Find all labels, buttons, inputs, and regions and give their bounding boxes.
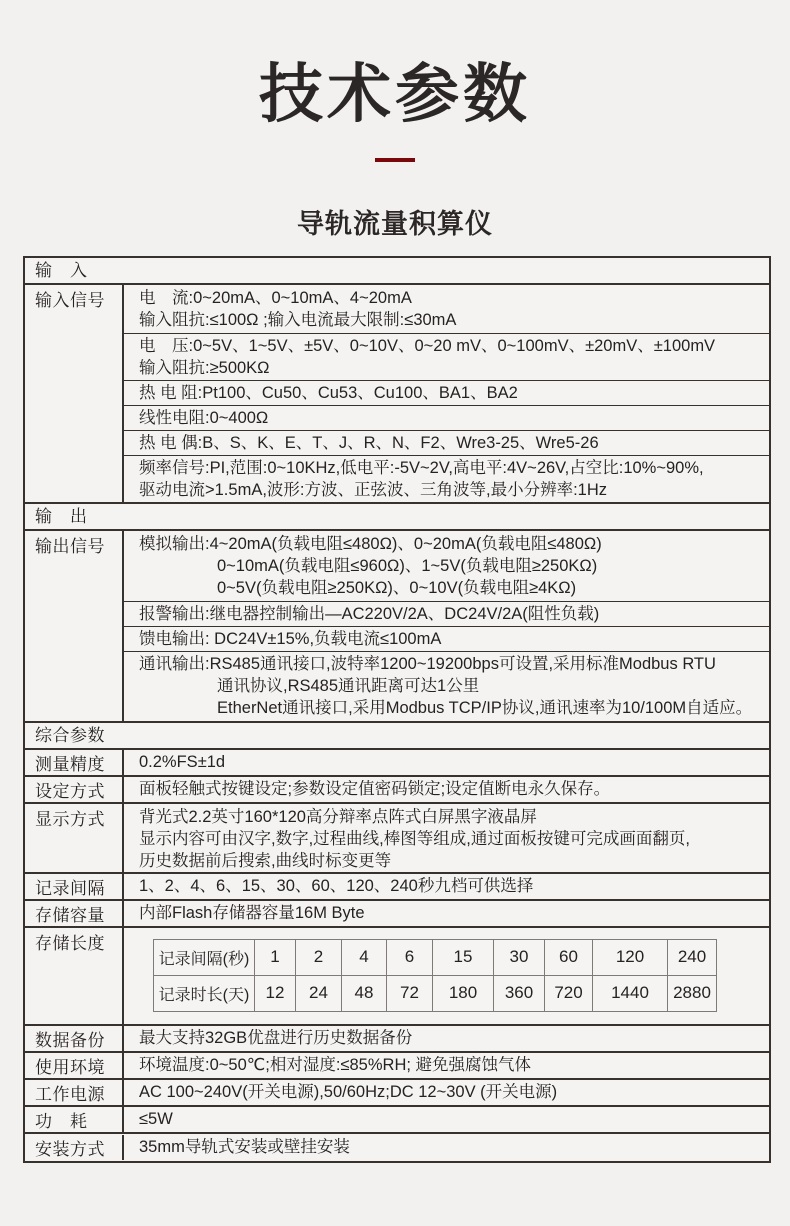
row-value: 内部Flash存储器容量16M Byte xyxy=(139,904,365,923)
nested-cell: 48 xyxy=(342,975,387,1011)
row-content xyxy=(124,804,769,872)
row-power-consumption xyxy=(25,1105,769,1132)
row-content xyxy=(124,285,769,502)
row-value: 环境温度:0~50℃;相对湿度:≤85%RH; 避免强腐蚀气体 xyxy=(139,1056,532,1075)
spec-line: 输入阻抗:≤100Ω ;输入电流最大限制:≤30mA xyxy=(139,310,457,329)
nested-cell: 2 xyxy=(296,939,342,975)
nested-cell: 720 xyxy=(545,975,593,1011)
nested-header: 记录间隔(秒) xyxy=(154,939,255,975)
nested-cell: 12 xyxy=(255,975,296,1011)
row-setting-method xyxy=(25,775,769,802)
subrow-rtd xyxy=(124,380,769,405)
storage-length-table xyxy=(153,939,717,1012)
row-label: 数据备份 xyxy=(25,1026,124,1051)
row-label: 记录间隔 xyxy=(25,874,124,899)
row-label: 使用环境 xyxy=(25,1053,124,1078)
row-label: 工作电源 xyxy=(25,1080,124,1105)
section-label: 输 入 xyxy=(35,260,88,280)
nested-cell: 4 xyxy=(342,939,387,975)
nested-cell: 180 xyxy=(433,975,494,1011)
nested-cell: 240 xyxy=(668,939,717,975)
subrow-communication-output xyxy=(124,651,769,721)
row-label: 显示方式 xyxy=(25,804,124,872)
spec-line: 通讯协议,RS485通讯距离可达1公里 xyxy=(217,677,480,696)
spec-line: 线性电阻:0~400Ω xyxy=(139,408,269,427)
spec-line: 电 压:0~5V、1~5V、±5V、0~10V、0~20 mV、0~100mV、±20mV、±100mV xyxy=(139,336,716,355)
spec-line: 热 电 偶:B、S、K、E、T、J、R、N、F2、Wre3-25、Wre5-26 xyxy=(139,433,599,452)
row-value: 1、2、4、6、15、30、60、120、240秒九档可供选择 xyxy=(139,877,534,896)
spec-line: 频率信号:PI,范围:0~10KHz,低电平:-5V~2V,高电平:4V~26V,占空比:10%~90%, xyxy=(139,458,704,477)
row-label: 设定方式 xyxy=(25,777,124,802)
row-value: 最大支持32GB优盘进行历史数据备份 xyxy=(139,1029,413,1048)
spec-line: 热 电 阻:Pt100、Cu50、Cu53、Cu100、BA1、BA2 xyxy=(139,383,518,402)
spec-line: 驱动电流>1.5mA,波形:方波、正弦波、三角波等,最小分辨率:1Hz xyxy=(139,480,608,499)
nested-cell: 60 xyxy=(545,939,593,975)
spec-line: 电 流:0~20mA、0~10mA、4~20mA xyxy=(139,288,412,307)
section-label: 输 出 xyxy=(35,506,88,526)
row-content xyxy=(124,928,769,1024)
row-label: 安装方式 xyxy=(25,1135,124,1160)
nested-cell: 360 xyxy=(494,975,545,1011)
spec-line: 馈电输出: DC24V±15%,负载电流≤100mA xyxy=(139,629,442,648)
spec-line: EtherNet通讯接口,采用Modbus TCP/IP协议,通讯速率为10/100M自适应。 xyxy=(217,699,753,718)
row-storage-capacity xyxy=(25,899,769,926)
spec-table xyxy=(23,256,771,1163)
row-power-supply xyxy=(25,1078,769,1105)
row-label: 存储长度 xyxy=(25,928,124,1024)
nested-cell: 30 xyxy=(494,939,545,975)
row-value: AC 100~240V(开关电源),50/60Hz;DC 12~30V (开关电源) xyxy=(139,1083,558,1102)
row-value: 面板轻触式按键设定;参数设定值密码锁定;设定值断电永久保存。 xyxy=(139,780,611,799)
subrow-voltage xyxy=(124,333,769,380)
nested-cell: 120 xyxy=(593,939,668,975)
subrow-thermocouple xyxy=(124,430,769,455)
spec-line: 通讯输出:RS485通讯接口,波特率1200~19200bps可设置,采用标准Modbus RTU xyxy=(139,655,716,674)
row-value: 0.2%FS±1d xyxy=(139,753,226,772)
row-content xyxy=(124,531,769,721)
row-measurement-accuracy xyxy=(25,748,769,775)
subrow-analog-output xyxy=(124,531,769,601)
spec-line: 历史数据前后搜索,曲线时标变更等 xyxy=(139,851,392,870)
row-value: 35mm导轨式安装或壁挂安装 xyxy=(139,1138,350,1157)
row-record-interval xyxy=(25,872,769,899)
row-label: 输出信号 xyxy=(25,531,124,721)
nested-cell: 1440 xyxy=(593,975,668,1011)
nested-cell: 6 xyxy=(387,939,433,975)
storage-duration-row xyxy=(154,975,717,1011)
row-installation-method xyxy=(25,1132,769,1161)
spec-line: 0~10mA(负载电阻≤960Ω)、1~5V(负载电阻≥250KΩ) xyxy=(217,556,598,575)
product-subtitle: 导轨流量积算仪 xyxy=(297,208,493,239)
subrow-alarm-output xyxy=(124,601,769,626)
row-display-method xyxy=(25,802,769,872)
spec-line: 报警输出:继电器控制输出—AC220V/2A、DC24V/2A(阻性负载) xyxy=(139,604,600,623)
section-row-output xyxy=(25,502,769,529)
row-label: 功 耗 xyxy=(25,1107,124,1132)
title-divider xyxy=(375,158,415,162)
row-value: ≤5W xyxy=(139,1110,173,1129)
subrow-feed-output xyxy=(124,626,769,651)
spec-line: 显示内容可由汉字,数字,过程曲线,棒图等组成,通过面板按键可完成画面翻页, xyxy=(139,829,690,848)
nested-cell: 15 xyxy=(433,939,494,975)
nested-cell: 72 xyxy=(387,975,433,1011)
row-operating-environment xyxy=(25,1051,769,1078)
section-row-input xyxy=(25,258,769,283)
section-label: 综合参数 xyxy=(35,725,105,745)
spec-line: 0~5V(负载电阻≥250KΩ)、0~10V(负载电阻≥4KΩ) xyxy=(217,578,577,597)
row-label: 存储容量 xyxy=(25,901,124,926)
nested-header: 记录时长(天) xyxy=(154,975,255,1011)
subrow-linear-resistance xyxy=(124,405,769,430)
row-storage-length xyxy=(25,926,769,1024)
subrow-frequency-signal xyxy=(124,455,769,502)
section-row-general-params xyxy=(25,721,769,748)
nested-cell: 24 xyxy=(296,975,342,1011)
subrow-current xyxy=(124,285,769,333)
page-title: 技术参数 xyxy=(259,58,531,130)
group-row-input-signal xyxy=(25,283,769,502)
spec-line: 输入阻抗:≥500KΩ xyxy=(139,358,270,377)
nested-cell: 2880 xyxy=(668,975,717,1011)
nested-cell: 1 xyxy=(255,939,296,975)
group-row-output-signal xyxy=(25,529,769,721)
row-label: 输入信号 xyxy=(25,285,124,502)
row-label: 测量精度 xyxy=(25,750,124,775)
spec-line: 背光式2.2英寸160*120高分辩率点阵式白屏黑字液晶屏 xyxy=(139,807,537,826)
storage-interval-row xyxy=(154,939,717,975)
row-data-backup xyxy=(25,1024,769,1051)
spec-line: 模拟输出:4~20mA(负载电阻≤480Ω)、0~20mA(负载电阻≤480Ω) xyxy=(139,534,602,553)
